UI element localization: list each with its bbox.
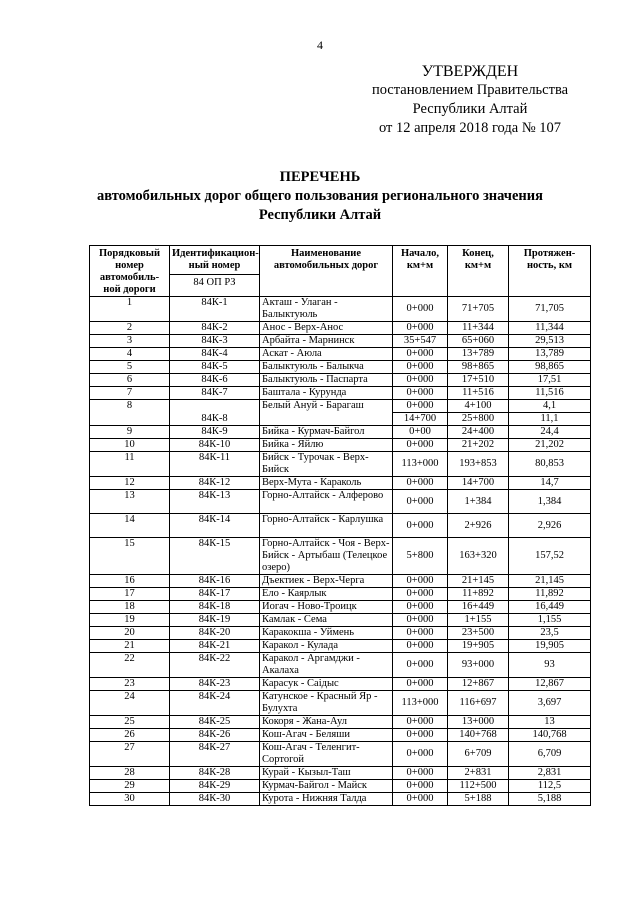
cell-end: 65+060 [448,335,509,348]
cell-start: 0+000 [393,780,448,793]
cell-end: 5+188 [448,793,509,806]
cell-length: 2,831 [509,767,591,780]
cell-start: 14+700 [393,413,448,426]
cell-end: 11+516 [448,387,509,400]
cell-id: 84К-6 [170,374,260,387]
cell-start: 0+000 [393,348,448,361]
table-row [90,490,591,514]
heading-title: ПЕРЕЧЕНЬ [279,169,361,185]
cell-start: 0+000 [393,439,448,452]
table-row [90,297,591,322]
cell-name: Курай - Кызыл-Таш [260,767,393,780]
table-row [90,640,591,653]
cell-start: 0+000 [393,627,448,640]
cell-name: Баштала - Курунда [260,387,393,400]
cell-name: Кокоря - Жана-Аул [260,716,393,729]
cell-start: 0+000 [393,653,448,678]
cell-start: 0+000 [393,400,448,413]
table-row [90,400,591,413]
cell-start: 0+000 [393,716,448,729]
cell-start: 0+000 [393,514,448,538]
cell-length: 93 [509,653,591,678]
cell-end: 1+384 [448,490,509,514]
table-row [90,575,591,588]
cell-start: 113+000 [393,452,448,477]
approval-date: от 12 апреля 2018 года № 107 [378,120,562,136]
header-id-label: Идентификацион-ный номер [172,248,259,271]
cell-id: 84К-19 [170,614,260,627]
cell-name: Катунское - Красный Яр - Булухта [260,691,393,716]
cell-length: 29,513 [509,335,591,348]
table-row [90,627,591,640]
cell-length: 1,155 [509,614,591,627]
table-row [90,793,591,806]
cell-name: Курмач-Байгол - Майск [260,780,393,793]
table-row [90,426,591,439]
cell-end: 11+344 [448,322,509,335]
cell-length: 21,202 [509,439,591,452]
table-row [90,387,591,400]
cell-name: Бийка - Курмач-Байгол [260,426,393,439]
cell-end: 17+510 [448,374,509,387]
cell-name: Балыктуюль - Паспарта [260,374,393,387]
cell-length: 21,145 [509,575,591,588]
cell-length: 12,867 [509,678,591,691]
cell-num: 10 [90,439,170,452]
cell-length: 11,1 [509,413,591,426]
cell-length: 13,789 [509,348,591,361]
table-row [90,477,591,490]
cell-id: 84К-10 [170,439,260,452]
table-row [90,538,591,575]
cell-id: 84К-16 [170,575,260,588]
cell-name: Аскат - Аюла [260,348,393,361]
cell-end: 93+000 [448,653,509,678]
cell-length: 11,344 [509,322,591,335]
cell-id: 84К-27 [170,742,260,767]
cell-num: 25 [90,716,170,729]
cell-end: 112+500 [448,780,509,793]
cell-name: Бийка - Яйлю [260,439,393,452]
cell-length: 16,449 [509,601,591,614]
cell-id: 84К-5 [170,361,260,374]
header-name: Наименование автомобильных дорог [260,246,393,297]
cell-id: 84К-9 [170,426,260,439]
cell-num: 13 [90,490,170,514]
cell-end: 13+000 [448,716,509,729]
cell-num: 30 [90,793,170,806]
cell-num: 14 [90,514,170,538]
cell-end: 24+400 [448,426,509,439]
cell-id: 84К-13 [170,490,260,514]
cell-id: 84К-1 [170,297,260,322]
cell-end: 163+320 [448,538,509,575]
cell-name: Камлак - Сема [260,614,393,627]
cell-length: 71,705 [509,297,591,322]
cell-length: 3,697 [509,691,591,716]
approval-line: Республики Алтай [412,101,528,117]
cell-id: 84К-21 [170,640,260,653]
cell-name: Дъектиек - Верх-Черга [260,575,393,588]
cell-start: 0+000 [393,387,448,400]
cell-num: 1 [90,297,170,322]
cell-length: 5,188 [509,793,591,806]
cell-start: 0+000 [393,322,448,335]
page-number: 4 [317,38,323,52]
cell-num: 24 [90,691,170,716]
cell-num: 2 [90,322,170,335]
cell-num: 19 [90,614,170,627]
cell-end: 140+768 [448,729,509,742]
cell-name: Иогач - Ново-Троицк [260,601,393,614]
cell-num: 21 [90,640,170,653]
cell-name: Бийск - Турочак - Верх-Бийск [260,452,393,477]
cell-end: 2+926 [448,514,509,538]
cell-end: 19+905 [448,640,509,653]
cell-num: 27 [90,742,170,767]
roads-table [89,245,591,806]
cell-length: 2,926 [509,514,591,538]
cell-num: 18 [90,601,170,614]
cell-start: 0+000 [393,374,448,387]
cell-start: 0+000 [393,588,448,601]
cell-end: 13+789 [448,348,509,361]
table-row [90,742,591,767]
table-row [90,348,591,361]
cell-end: 116+697 [448,691,509,716]
table-row [90,439,591,452]
cell-num: 29 [90,780,170,793]
cell-length: 140,768 [509,729,591,742]
cell-num: 16 [90,575,170,588]
cell-start: 0+000 [393,742,448,767]
cell-start: 0+000 [393,793,448,806]
cell-length: 14,7 [509,477,591,490]
table-row [90,514,591,538]
cell-start: 0+000 [393,640,448,653]
cell-name: Акташ - Улаган - Балыктуюль [260,297,393,322]
table-row [90,678,591,691]
table-row [90,767,591,780]
cell-id: 84К-12 [170,477,260,490]
cell-name: Каракокша - Уймень [260,627,393,640]
cell-name: Балыктуюль - Балыкча [260,361,393,374]
cell-start: 0+000 [393,601,448,614]
cell-name: Каракол - Кулада [260,640,393,653]
cell-length: 4,1 [509,400,591,413]
cell-end: 16+449 [448,601,509,614]
cell-id: 84К-11 [170,452,260,477]
cell-num: 22 [90,653,170,678]
cell-end: 25+800 [448,413,509,426]
cell-length: 11,892 [509,588,591,601]
cell-start: 0+000 [393,767,448,780]
table-row [90,322,591,335]
cell-name: Верх-Мута - Караколь [260,477,393,490]
table-header-row [90,246,591,297]
table-row [90,452,591,477]
heading-subtitle: автомобильных дорог общего пользования регионального значения [97,188,543,204]
cell-name: Курота - Нижняя Талда [260,793,393,806]
cell-length: 112,5 [509,780,591,793]
cell-id: 84К-25 [170,716,260,729]
cell-length: 157,52 [509,538,591,575]
heading-region: Республики Алтай [258,207,382,223]
cell-num: 20 [90,627,170,640]
cell-end: 12+867 [448,678,509,691]
table-row [90,780,591,793]
cell-start: 0+000 [393,490,448,514]
cell-end: 21+202 [448,439,509,452]
cell-start: 0+000 [393,477,448,490]
cell-num: 12 [90,477,170,490]
cell-end: 98+865 [448,361,509,374]
approval-line: постановлением Правительства [371,82,569,98]
cell-num: 7 [90,387,170,400]
cell-id: 84К-2 [170,322,260,335]
cell-length: 98,865 [509,361,591,374]
table-row [90,614,591,627]
table-row [90,691,591,716]
cell-end: 71+705 [448,297,509,322]
cell-start: 0+000 [393,678,448,691]
cell-num: 4 [90,348,170,361]
cell-length: 11,516 [509,387,591,400]
cell-end: 4+100 [448,400,509,413]
cell-num: 15 [90,538,170,575]
table-row [90,335,591,348]
cell-start: 0+000 [393,614,448,627]
cell-end: 21+145 [448,575,509,588]
cell-name: Арбайта - Марнинск [260,335,393,348]
cell-num: 17 [90,588,170,601]
cell-id: 84К-4 [170,348,260,361]
cell-start: 0+00 [393,426,448,439]
table-row [90,361,591,374]
cell-length: 24,4 [509,426,591,439]
cell-name: Каракол - Аргамджи - Акалаха [260,653,393,678]
header-id-sub: 84 ОП РЗ [170,274,259,289]
cell-num: 26 [90,729,170,742]
cell-num: 28 [90,767,170,780]
cell-num: 23 [90,678,170,691]
cell-id: 84К-30 [170,793,260,806]
cell-length: 80,853 [509,452,591,477]
cell-name: Белый Ануй - Барагаш [260,400,393,426]
cell-num: 9 [90,426,170,439]
cell-start: 0+000 [393,297,448,322]
document-heading [90,168,550,225]
cell-id: 84К-14 [170,514,260,538]
cell-name: Горно-Алтайск - Чоя - Верх-Бийск - Артыбаш (Телецкое озеро) [260,538,393,575]
cell-id: 84К-23 [170,678,260,691]
cell-start: 0+000 [393,729,448,742]
cell-start: 5+800 [393,538,448,575]
cell-id: 84К-22 [170,653,260,678]
header-length: Протяжен-ность, км [509,246,591,297]
cell-end: 23+500 [448,627,509,640]
table-row [90,588,591,601]
header-start: Начало, км+м [393,246,448,297]
table-row [90,374,591,387]
cell-length: 6,709 [509,742,591,767]
cell-end: 6+709 [448,742,509,767]
cell-id: 84К-18 [170,601,260,614]
header-id [170,246,260,297]
cell-id: 84К-17 [170,588,260,601]
cell-end: 193+853 [448,452,509,477]
cell-end: 11+892 [448,588,509,601]
approval-title: УТВЕРЖДЕН [421,63,519,80]
cell-id: 84К-24 [170,691,260,716]
cell-length: 17,51 [509,374,591,387]
cell-start: 113+000 [393,691,448,716]
cell-id: 84К-20 [170,627,260,640]
cell-length: 13 [509,716,591,729]
cell-end: 1+155 [448,614,509,627]
table-row [90,653,591,678]
cell-start: 35+547 [393,335,448,348]
cell-num: 11 [90,452,170,477]
header-end: Конец, км+м [448,246,509,297]
cell-id: 84К-28 [170,767,260,780]
table-row [90,729,591,742]
header-num: Порядковый номер автомобиль-ной дороги [90,246,170,297]
cell-end: 2+831 [448,767,509,780]
cell-name: Анос - Верх-Анос [260,322,393,335]
cell-start: 0+000 [393,361,448,374]
cell-name: Кош-Агач - Теленгит-Сортогой [260,742,393,767]
table-row [90,716,591,729]
cell-name: Карасук - Саідыс [260,678,393,691]
cell-name: Кош-Агач - Беляши [260,729,393,742]
cell-num: 6 [90,374,170,387]
cell-num: 3 [90,335,170,348]
approval-block [340,62,600,138]
cell-start: 0+000 [393,575,448,588]
cell-id: 84К-29 [170,780,260,793]
table-row [90,601,591,614]
cell-end: 14+700 [448,477,509,490]
cell-id: 84К-3 [170,335,260,348]
cell-name: Ело - Каярлык [260,588,393,601]
cell-name: Горно-Алтайск - Карлушка [260,514,393,538]
cell-num: 5 [90,361,170,374]
cell-id: 84К-7 [170,387,260,400]
cell-id: 84К-15 [170,538,260,575]
cell-num: 8 [90,400,170,426]
cell-length: 19,905 [509,640,591,653]
cell-length: 23,5 [509,627,591,640]
cell-name: Горно-Алтайск - Алферово [260,490,393,514]
cell-length: 1,384 [509,490,591,514]
cell-id: 84К-8 [170,400,260,426]
cell-id: 84К-26 [170,729,260,742]
